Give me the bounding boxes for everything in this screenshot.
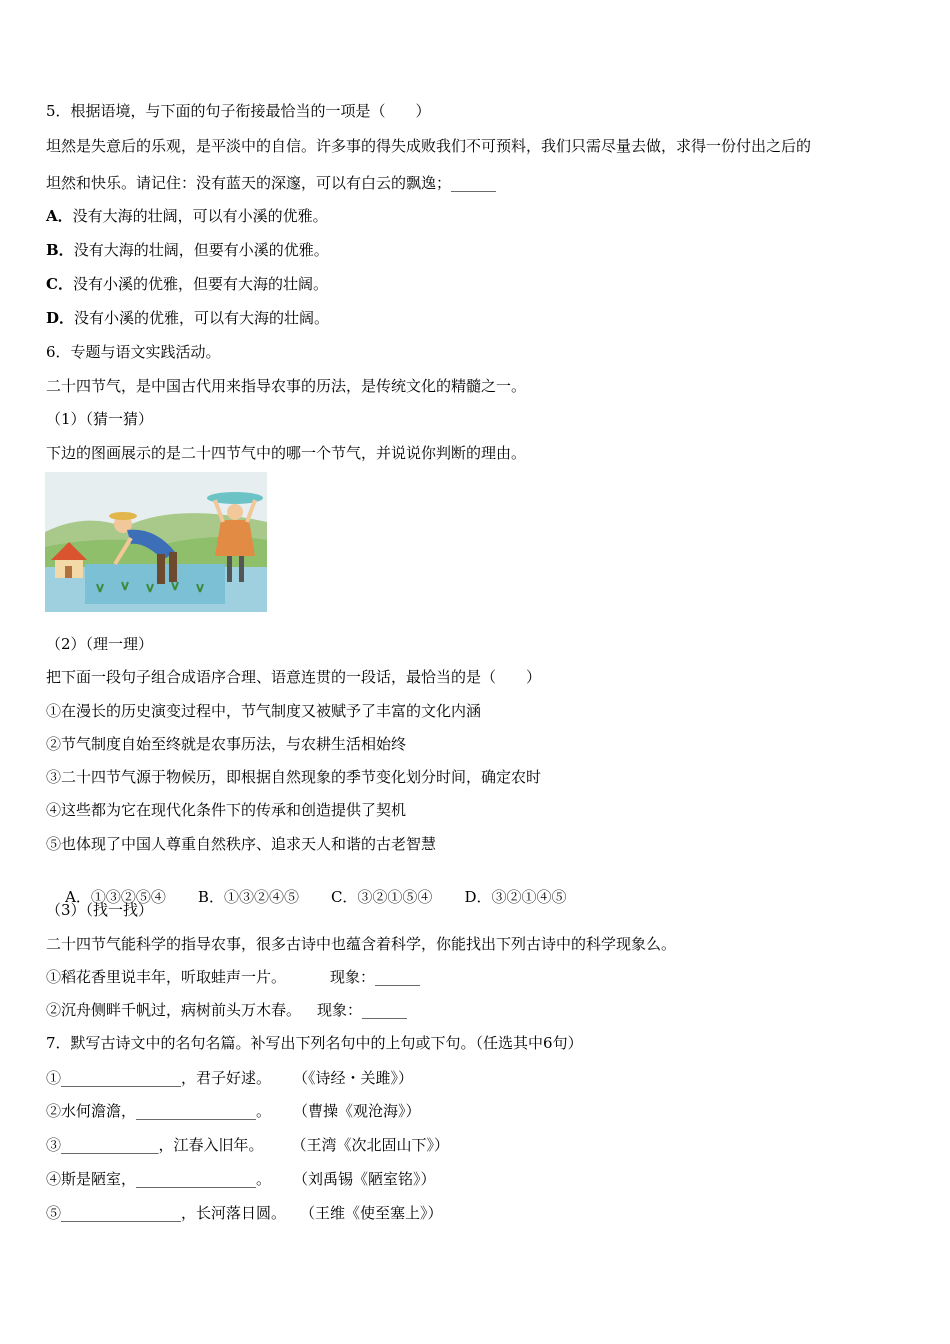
q5-passage-line-1: 坦然是失意后的乐观，是平淡中的自信。许多事的得失成败我们不可预料，我们只需尽量去做，求得一份付出之后的: [46, 137, 812, 155]
q5-passage-line-2: 坦然和快乐。请记住：没有蓝天的深邃，可以有白云的飘逸；______: [46, 174, 497, 192]
q6-poem-2: ②沉舟侧畔千帆过，病树前头万木春。 现象：______: [46, 1001, 408, 1019]
q7-item-2[interactable]: ②水何澹澹，________________。 （曹操《观沧海》）: [46, 1102, 421, 1120]
q6-poem-1: ①稻花香里说丰年，听取蛙声一片。 现象：______: [46, 968, 421, 986]
q6-part1-title: （1）（猜一猜）: [46, 410, 154, 428]
q6-stem: 6．专题与语文实践活动。: [46, 343, 221, 361]
q6-sentence-4: ④这些都为它在现代化条件下的传承和创造提供了契机: [46, 801, 407, 819]
q6-intro: 二十四节气，是中国古代用来指导农事的历法，是传统文化的精髓之一。: [46, 377, 527, 395]
q7-item-3[interactable]: ③_____________，江春入旧年。 （王湾《次北固山下》）: [46, 1136, 450, 1154]
q6-choice-d[interactable]: D．③②①④⑤: [464, 888, 567, 906]
q6-part1-prompt: 下边的图画展示的是二十四节气中的哪一个节气，并说说你判断的理由。: [46, 444, 527, 462]
q6-choice-a[interactable]: A．①③②⑤④: [65, 888, 166, 906]
q6-sentence-5: ⑤也体现了中国人尊重自然秩序、追求天人和谐的古老智慧: [46, 835, 437, 853]
q7-stem: 7．默写古诗文中的名句名篇。补写出下列名句中的上句或下句。（任选其中6句）: [46, 1034, 583, 1052]
q5-option-c[interactable]: C．没有小溪的优雅，但要有大海的壮阔。: [46, 275, 328, 293]
q5-option-a[interactable]: A．没有大海的壮阔，可以有小溪的优雅。: [46, 207, 328, 225]
q6-sentence-2: ②节气制度自始至终就是农事历法，与农耕生活相始终: [46, 735, 407, 753]
q6-part2-title: （2）（理一理）: [46, 635, 154, 653]
q6-sentence-3: ③二十四节气源于物候历，即根据自然现象的季节变化划分时间，确定农时: [46, 768, 542, 786]
q6-choice-c[interactable]: C．③②①⑤④: [330, 888, 433, 906]
q6-part3-prompt: 二十四节气能科学的指导农事，很多古诗中也蕴含着科学，你能找出下列古诗中的科学现象么。: [46, 935, 677, 953]
q6-choice-b[interactable]: B．①③②④⑤: [197, 888, 299, 906]
q6-poem-1-answer[interactable]: 现象：______: [330, 968, 421, 986]
q5-option-d[interactable]: D．没有小溪的优雅，可以有大海的壮阔。: [46, 309, 330, 327]
q7-item-4[interactable]: ④斯是陋室，________________。 （刘禹锡《陋室铭》）: [46, 1170, 436, 1188]
q5-option-b[interactable]: B．没有大海的壮阔，但要有小溪的优雅。: [46, 241, 329, 259]
q6-poem-2-answer[interactable]: 现象：______: [317, 1001, 408, 1019]
rice-planting-illustration: [45, 472, 267, 612]
q6-part2-prompt: 把下面一段句子组合成语序合理、语意连贯的一段话，最恰当的是（ ）: [46, 668, 542, 686]
q7-item-5[interactable]: ⑤________________，长河落日圆。 （王维《使至塞上》）: [46, 1204, 443, 1222]
q6-part3-title: （3）（找一找）: [46, 901, 154, 919]
q5-stem: 5．根据语境，与下面的句子衔接最恰当的一项是（ ）: [46, 102, 431, 120]
q6-sentence-1: ①在漫长的历史演变过程中，节气制度又被赋予了丰富的文化内涵: [46, 702, 482, 720]
q7-item-1[interactable]: ①________________，君子好逑。 （《诗经・关雎》）: [46, 1069, 414, 1087]
